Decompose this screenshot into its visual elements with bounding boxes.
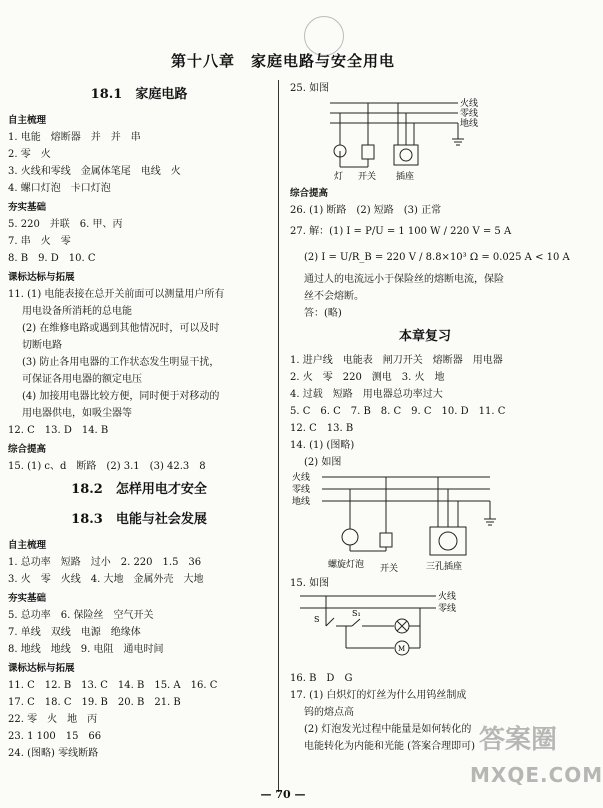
socket-label: 插座	[396, 172, 415, 182]
answer-line: 26. (1) 断路 (2) 短路 (3) 正常	[290, 205, 442, 216]
answer-line: 5. 220 并联 6. 甲、丙	[8, 219, 123, 230]
answer-line: 15. (1) c、d 断路 (2) 3.1 (3) 42.3 8	[8, 461, 206, 472]
answer-line: 12. C 13. B	[290, 423, 354, 434]
answer-line: 12. C 13. D 14. B	[8, 425, 109, 436]
answer-line: 25. 如图	[290, 83, 330, 94]
answer-line: 27. 解：(1) I = P/U = 1 100 W / 220 V = 5 A	[290, 226, 512, 237]
subsection-heading: 夯实基础	[8, 593, 47, 604]
answer-line: 1. 总功率 短路 过小 2. 220 1.5 36	[8, 557, 202, 568]
switch-label: 开关	[380, 564, 399, 574]
answer-line: 3. 火 零 火线 4. 大地 金属外壳 大地	[8, 574, 204, 585]
answer-line: 1. 电能 熔断器 并 并 串	[8, 132, 141, 143]
lamp-label: 灯	[334, 172, 344, 182]
answer-line: 5. 总功率 6. 保险丝 空气开关	[8, 610, 154, 621]
answer-line: 16. B D G	[290, 673, 353, 684]
switch-s-label: S	[314, 615, 320, 624]
ground-wire-label: 地线	[460, 119, 479, 129]
circuit-diagram-socket	[290, 471, 520, 575]
answer-line: 8. 地线 地线 9. 电阻 通电时间	[8, 644, 164, 655]
answer-line: 22. 零 火 地 丙	[8, 714, 98, 725]
answer-line: 2. 火 零 220 测电 3. 火 地	[290, 372, 445, 383]
answer-line: (2) 如图	[304, 457, 342, 468]
answer-line: 钨的熔点高	[304, 707, 354, 718]
answer-line: 17. C 18. C 19. B 20. B 21. B	[8, 697, 181, 708]
answer-line: 2. 零 火	[8, 149, 51, 160]
answer-line: (3) 防止各用电器的工作状态发生明显干扰，	[22, 357, 220, 368]
answer-line: 24. (图略) 零线断路	[8, 748, 99, 759]
subsection-heading: 课标达标与拓展	[8, 272, 75, 283]
watermark-logo	[470, 720, 603, 800]
circuit-diagram-household	[290, 97, 520, 183]
motor-label: M	[398, 645, 406, 653]
subsection-heading: 课标达标与拓展	[8, 663, 75, 674]
answer-line: 7. 单线 双线 电源 绝缘体	[8, 627, 141, 638]
section-heading: 18.2 怎样用电才安全	[71, 482, 207, 497]
subsection-heading: 自主梳理	[8, 540, 47, 551]
section-heading: 18.1 家庭电路	[90, 87, 188, 102]
answer-line: 23. 1 100 15 66	[8, 731, 102, 742]
answer-line: 15. 如图	[290, 578, 330, 589]
answer-line: 11. (1) 电能表接在总开关前面可以测量用户所有	[8, 289, 225, 300]
answer-line: 可保证各用电器的额定电压	[22, 374, 142, 385]
subsection-heading: 综合提高	[8, 444, 47, 455]
left-column	[8, 80, 270, 762]
fire-wire-label: 火线	[292, 473, 311, 483]
fire-wire-label: 火线	[460, 99, 479, 109]
subsection-heading: 综合提高	[290, 188, 329, 199]
ground-wire-label: 地线	[292, 497, 311, 507]
right-column	[290, 80, 570, 755]
answer-line: 切断电路	[22, 340, 62, 351]
watermark-line2: MXQE.COM	[470, 763, 603, 787]
answer-line: (4) 加接用电器比较方便，同时便于对移动的	[22, 391, 220, 402]
watermark-line1: 答案圈	[478, 725, 557, 755]
answer-line: 8. B 9. D 10. C	[8, 253, 96, 264]
fire-wire-label: 火线	[438, 592, 457, 602]
answer-line: (2) I = U/R_B = 220 V / 8.8×10³ Ω = 0.025 A < 10 A	[304, 252, 570, 263]
bulb-label: 螺旋灯泡	[328, 560, 365, 570]
zero-wire-label: 零线	[460, 109, 479, 119]
answer-line: 3. 火线和零线 金属体笔尾 电线 火	[8, 166, 181, 177]
zero-wire-label: 零线	[438, 604, 457, 614]
answer-line: 电能转化为内能和光能 (答案合理即可)	[304, 741, 475, 752]
subsection-heading: 夯实基础	[8, 202, 47, 213]
socket-label: 三孔插座	[426, 562, 463, 572]
answer-line: 答：(略)	[304, 308, 342, 319]
answer-line: 17. (1) 白炽灯的灯丝为什么用钨丝制成	[290, 690, 467, 701]
answer-line: 5. C 6. C 7. B 8. C 9. C 10. D 11. C	[290, 406, 506, 417]
answer-line: 14. (1) (图略)	[290, 440, 355, 451]
section-heading: 本章复习	[398, 329, 451, 344]
subsection-heading: 自主梳理	[8, 115, 47, 126]
answer-line: 11. C 12. B 13. C 14. B 15. A 16. C	[8, 680, 218, 691]
chapter-title: 第十八章 家庭电路与安全用电	[170, 52, 395, 70]
answer-line: 4. 螺口灯泡 卡口灯泡	[8, 183, 111, 194]
page-number: — 70 —	[260, 788, 306, 801]
column-divider	[278, 80, 279, 792]
switch-label: 开关	[358, 172, 377, 182]
answer-line: 通过人的电流远小于保险丝的熔断电流，保险	[304, 274, 504, 285]
switch-s1-label: S₁	[352, 609, 361, 618]
answer-line: (2) 灯泡发光过程中能量是如何转化的	[304, 724, 472, 735]
section-heading: 18.3 电能与社会发展	[71, 512, 207, 527]
answer-line: 用电设备所消耗的总电能	[22, 306, 132, 317]
answer-line: 用电器供电，如吸尘器等	[22, 408, 132, 419]
answer-line: 1. 进户线 电能表 闸刀开关 熔断器 用电器	[290, 355, 503, 366]
circuit-diagram-motor	[290, 592, 520, 670]
answer-line: 4. 过载 短路 用电器总功率过大	[290, 389, 443, 400]
zero-wire-label: 零线	[292, 485, 311, 495]
answer-line: 7. 串 火 零	[8, 236, 71, 247]
answer-line: 丝不会熔断。	[304, 291, 364, 302]
answer-line: (2) 在维修电路或遇到其他情况时，可以及时	[22, 323, 220, 334]
